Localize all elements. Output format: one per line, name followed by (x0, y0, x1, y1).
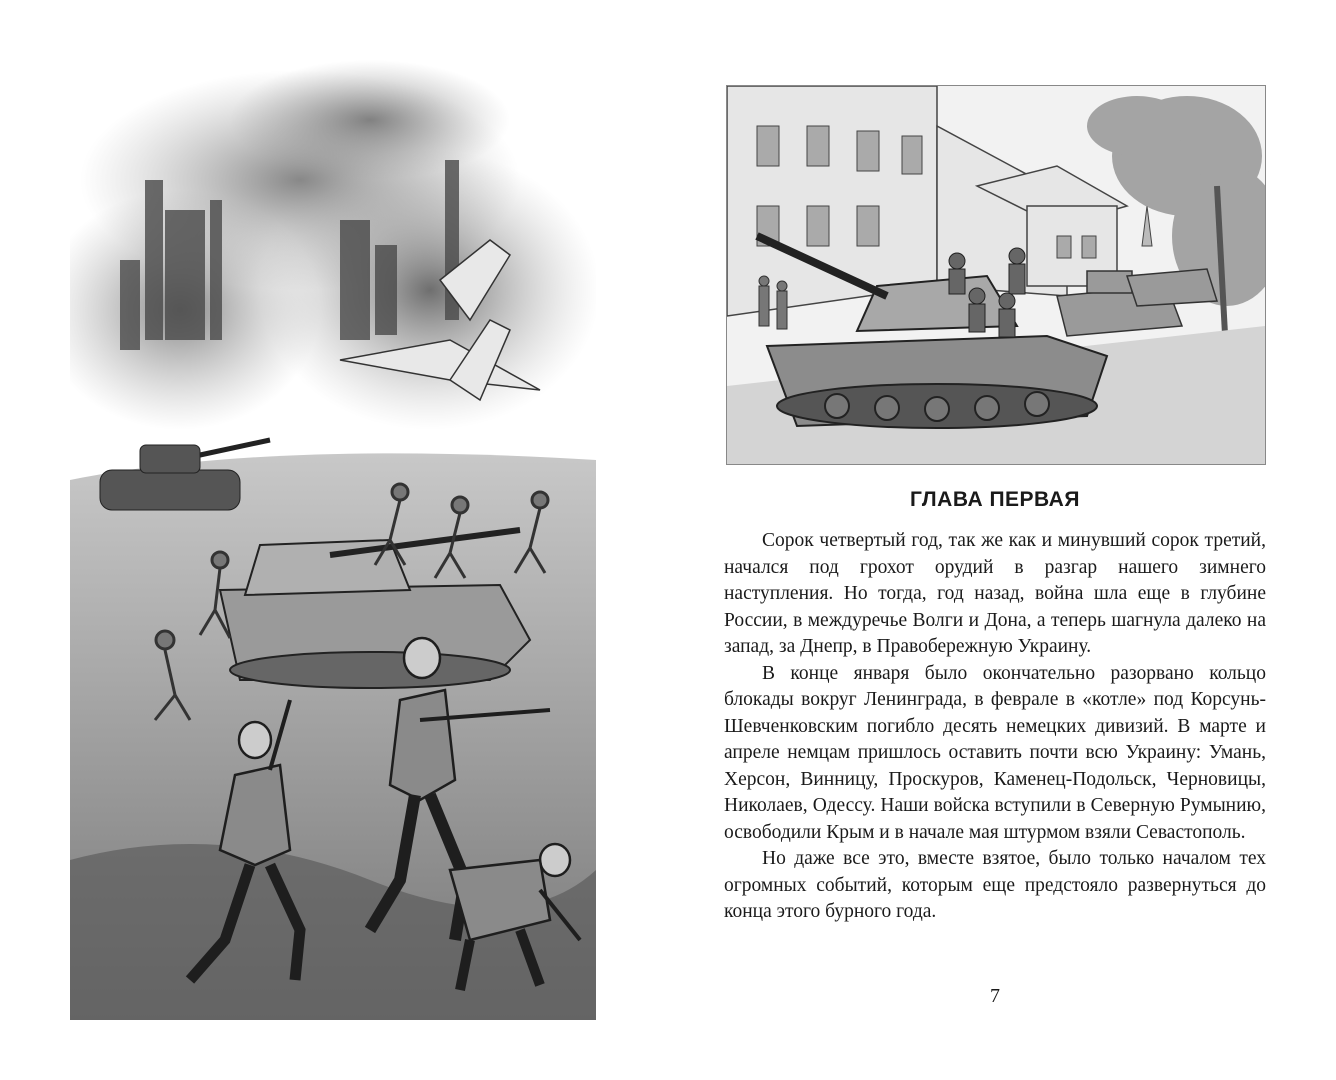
chapter-text (724, 528, 1266, 926)
paragraph: Но даже все это, вместе взятое, было только началом тех огромных событий, которым еще предстояло развернуться до конца этого бурного года. (724, 848, 1266, 922)
tanks-illustration (726, 85, 1266, 465)
paragraph: В конце января было окончательно разорвано кольцо блокады вокруг Ленинграда, в феврале в «котле» под Корсунь-Шевченковским погибло десять немецких дивизий. В марте и апреле немцам пришлось оставить почти всю Украину: Умань, Херсон, Винницу, Проскуров, Каменец-Подольск, Черновицы, Николаев, Одессу. Наши войска вступили в Северную Румынию, освободили Крым и в начале мая штурмом взяли Севастополь. (724, 662, 1266, 843)
battle-illustration (70, 60, 596, 1020)
page-number: 7 (990, 985, 1000, 1007)
paragraph: Сорок четвертый год, так же как и минувший сорок третий, начался под грохот орудий в разгар нашего зимнего наступления. Но тогда, год назад, война шла еще в глубине России, в междуречье Волги и Дона, а теперь шагнула далеко на запад, за Днепр, в Правобережную Украину. (724, 530, 1266, 657)
chapter-title: ГЛАВА ПЕРВАЯ (910, 488, 1080, 511)
